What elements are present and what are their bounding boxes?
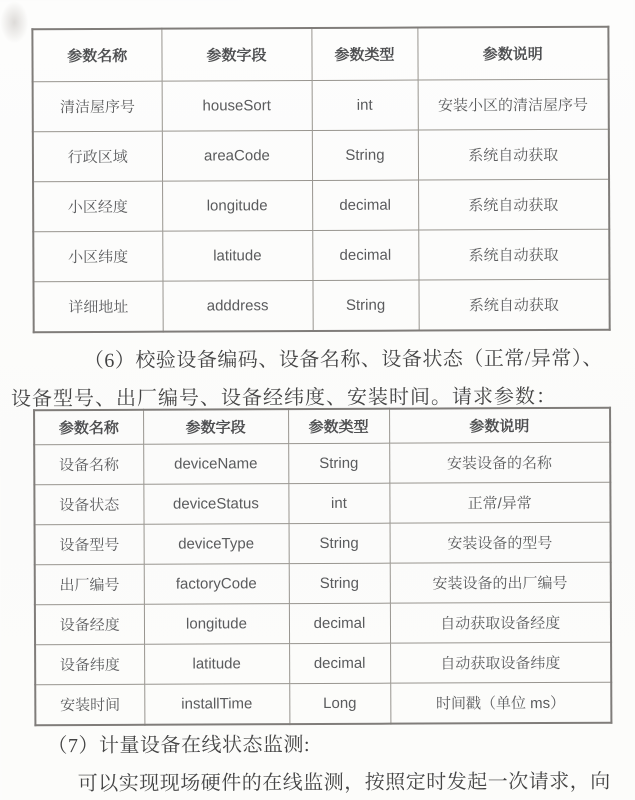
table-row (34, 482, 610, 525)
table-cell: String (312, 280, 418, 331)
table-cell: deviceType (144, 524, 289, 565)
table-cell: latitude (144, 644, 289, 685)
column-header: 参数名称 (32, 29, 161, 82)
table-cell: String (312, 130, 418, 180)
table-cell: houseSort (162, 81, 312, 132)
scan-smudge (0, 1, 28, 43)
table-cell: decimal (289, 603, 390, 643)
parameter-table-device (33, 407, 612, 727)
table-cell: 自动获取设备经度 (390, 602, 611, 643)
table-cell: int (288, 483, 389, 523)
table-row (35, 562, 611, 605)
table-cell: 系统自动获取 (418, 229, 609, 280)
table-cell: longitude (162, 181, 312, 232)
table-cell: latitude (162, 231, 312, 282)
table-cell: 设备型号 (35, 524, 144, 564)
table-cell: String (288, 443, 389, 483)
table-row (33, 229, 609, 282)
paragraph-6-line-1: （6）校验设备编码、设备名称、设备状态（正常/异常）、 (83, 347, 603, 373)
table-cell: 自动获取设备纬度 (390, 642, 611, 683)
table-row (33, 129, 609, 182)
column-header: 参数名称 (34, 410, 143, 445)
table-row (35, 682, 611, 725)
table-cell: String (289, 523, 390, 563)
table-cell: 安装小区的清洁屋序号 (418, 79, 609, 130)
table-cell: deviceStatus (143, 484, 288, 525)
column-header: 参数类型 (311, 28, 417, 81)
table-cell: 设备纬度 (35, 644, 144, 684)
table-cell: deviceName (143, 444, 288, 485)
table-row (33, 79, 609, 132)
table-cell: installTime (144, 684, 289, 725)
table-header-row (32, 27, 608, 82)
table-cell: 小区纬度 (33, 231, 162, 282)
table-cell: int (312, 80, 418, 130)
table-row (33, 179, 609, 232)
table-header-row (34, 408, 610, 445)
table-cell: 系统自动获取 (418, 129, 609, 180)
table-cell: 设备名称 (34, 444, 143, 484)
table-cell: Long (289, 683, 390, 724)
paragraph-7-line-2: 可以实现现场硬件的在线监测，按照定时发起一次请求，向 (77, 770, 611, 796)
column-header: 参数说明 (417, 27, 608, 80)
table-cell: 时间戳（单位 ms） (390, 682, 611, 723)
table-cell: 设备经度 (35, 604, 144, 644)
table-cell: 设备状态 (34, 484, 143, 524)
table-cell: 系统自动获取 (418, 279, 609, 330)
table-row (35, 522, 611, 565)
table-cell: 清洁屋序号 (33, 81, 162, 132)
table-cell: decimal (312, 230, 418, 280)
column-header: 参数说明 (389, 408, 610, 443)
column-header: 参数字段 (143, 409, 288, 444)
table-row (35, 602, 611, 645)
table-cell: decimal (312, 180, 418, 230)
table-cell: 小区经度 (33, 181, 162, 232)
table-cell: factoryCode (144, 564, 289, 605)
table-cell: longitude (144, 604, 289, 645)
table-cell: 安装设备的型号 (390, 522, 611, 563)
table-cell: 正常/异常 (389, 482, 610, 523)
table-row (35, 642, 611, 685)
column-header: 参数类型 (288, 409, 389, 444)
table-cell: 安装设备的出厂编号 (390, 562, 611, 603)
table-cell: 出厂编号 (35, 564, 144, 604)
table-row (34, 442, 610, 485)
parameter-table-house (31, 26, 610, 334)
table-cell: 系统自动获取 (418, 179, 609, 230)
table-cell: adddress (162, 281, 312, 332)
table-cell: decimal (289, 643, 390, 683)
paragraph-6-line-2: 设备型号、出厂编号、设备经纬度、安装时间。请求参数： (10, 385, 558, 411)
table-cell: 详细地址 (33, 281, 162, 332)
table-row (33, 279, 609, 332)
table-cell: areaCode (162, 131, 312, 182)
table-cell: 安装设备的名称 (389, 442, 610, 483)
column-header: 参数字段 (161, 28, 311, 81)
table-cell: String (289, 563, 390, 603)
table-cell: 行政区域 (33, 131, 162, 182)
paragraph-7-line-1: （7）计量设备在线状态监测: (47, 734, 311, 758)
table-cell: 安装时间 (35, 684, 144, 725)
